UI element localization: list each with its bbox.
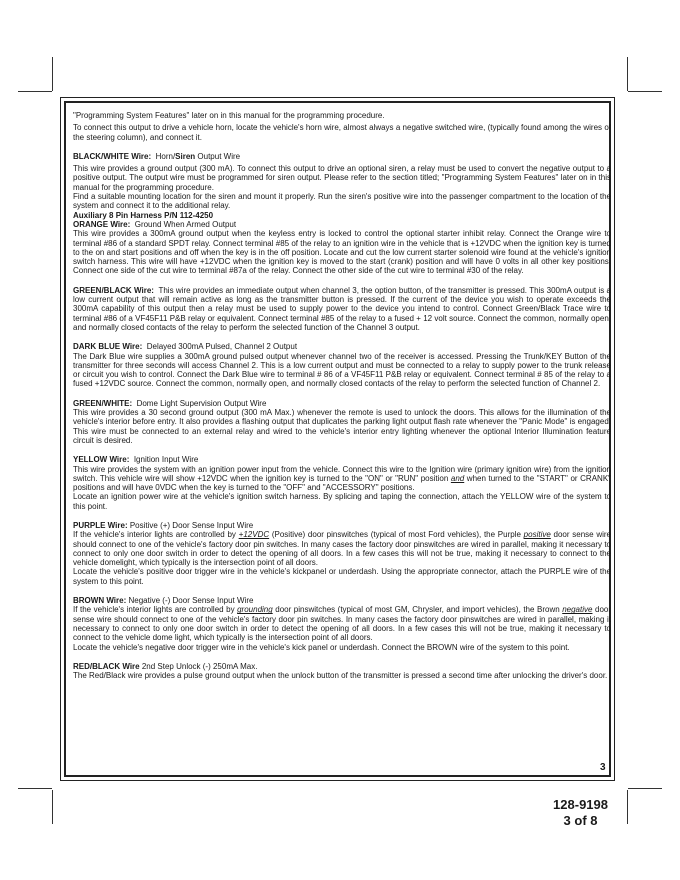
section-heading: RED/BLACK Wire 2nd Step Unlock (-) 250mA Max. xyxy=(73,661,258,671)
section-paragraph: If the vehicle's interior lights are controlled by grounding door pinswitches (typical of most GM, Chrysler, and import vehicles), the Brown negative door sense wire should connect to one of the vehicle's factory door pin switches. In many cases the factory door pinswitches are wired in parallel, making it necessary to connect to only one door switch in order to detect the opening of all doors. In a few cases this will not be true, making it necessary to connect to the vehicle dome light, which typically is the intersection point of all doors. xyxy=(73,605,611,643)
wire-name: ORANGE Wire: xyxy=(73,219,131,229)
section-heading: ORANGE Wire: Ground When Armed Output xyxy=(73,219,237,229)
harness-heading: Auxiliary 8 Pin Harness P/N 112-4250 xyxy=(73,210,214,220)
crop-mark xyxy=(18,91,52,92)
section-paragraph: This wire provides a 300mA ground output when the keyless entry is locked to control the optional starter inhibit relay. Connect the Orange wire to terminal #86 of a standard SPDT relay. Connect terminal #85 of the relay to an ignition wire in the vehicle that is +12VDC when the ignition key is turned to the on and start positions and off when the key is in the off position. Locate and cut the low current starter solenoid wire found at the vehicle's ignition switch harness. This wire will have +12VDC when the ignition key is moved to the start (crank) position and will have 0 volts in all other key positions. Connect one side of the cut wire to terminal #87a of the relay. Connect the other side of the cut wire to terminal #30 of the relay. xyxy=(73,229,611,276)
doc-number: 128-9198 xyxy=(553,797,608,812)
section-paragraph: Locate the vehicle's negative door trigger wire in the vehicle's kick panel or underdash. Connect the BROWN wire of the system to this point. xyxy=(73,642,570,652)
section-paragraph: This wire provides a ground output (300 mA). To connect this output to drive an optional siren, a relay must be used to convert the negative output to a positive output. The output wire must be programmed for siren output. Please refer to the section titled; "Programming System Features" later on in this manual for the programming procedure. xyxy=(73,164,611,192)
section-paragraph: The Red/Black wire provides a pulse ground output when the unlock button of the transmitter is pressed a second time after unlocking the driver's door. xyxy=(73,671,608,681)
section-heading: PURPLE Wire: Positive (+) Door Sense Input Wire xyxy=(73,520,254,530)
wire-name: YELLOW Wire: xyxy=(73,455,130,465)
wire-name: PURPLE Wire: xyxy=(73,520,128,530)
wire-name: BROWN Wire: xyxy=(73,596,127,606)
section-heading: BLACK/WHITE Wire: Horn/Siren Output Wire xyxy=(73,151,241,161)
section-paragraph: Locate the vehicle's positive door trigger wire in the vehicle's kickpanel or underdash. Using the appropriate connector, attach the PURPLE wire of the system to this point. xyxy=(73,567,611,586)
section-heading: BROWN Wire: Negative (-) Door Sense Input Wire xyxy=(73,596,254,606)
document-id xyxy=(553,797,608,829)
page-number: 3 xyxy=(600,762,606,773)
section-paragraph: This wire provides the system with an ignition power input from the vehicle. Connect this wire to the Ignition wire (primary ignition wire) from the ignition switch. This vehicle wire will show +12VDC when the ignition key is turned to the "ON" or "RUN" position and when turned to the "START" or CRANK" positions and will have 0VDC when the key is turned to the "OFF" and "ACCESSORY" positions. xyxy=(73,464,611,493)
intro-paragraph: "Programming System Features" later on in this manual for the programming procedure. xyxy=(73,111,385,120)
section-paragraph: The Dark Blue wire supplies a 300mA ground pulsed output whenever channel two of the receiver is accessed. Pressing the Trunk/KEY Button of the transmitter for three seconds will access Channel 2. This is a low current output and must be connected to a relay to supply power to the trunk release or circuit you wish to control. Connect the Dark Blue wire to terminal # 86 of a VF45F11 P&B relay or equivalent. Connect terminal # 85 of the relay to a fused +12VDC source. Connect the common, normally open, and normally closed contacts of the relay to perform the selected function of Channel 2. xyxy=(73,351,611,389)
crop-mark xyxy=(52,57,53,91)
wire-name: DARK BLUE Wire: xyxy=(73,342,143,352)
crop-mark xyxy=(18,788,52,789)
wire-name: GREEN/BLACK Wire: xyxy=(73,285,154,295)
wire-name: GREEN/WHITE: xyxy=(73,398,133,408)
section-paragraph: This wire provides a 30 second ground output (300 mA Max.) whenever the remote is used to unlock the doors. This allows for the illumination of the vehicle's interior before entry. It also provides a flashing output that duplicates the parking light output flash rate whenever the "Panic Mode" is engaged. This wire must be connected to an external relay and wired to the vehicle's interior entry lighting whenever the optional Interior Illumination feature circuit is desired. xyxy=(73,408,611,445)
crop-mark xyxy=(628,788,662,789)
crop-mark xyxy=(52,790,53,824)
section-heading: DARK BLUE Wire: Delayed 300mA Pulsed, Channel 2 Output xyxy=(73,342,298,352)
intro-paragraph: To connect this output to drive a vehicle horn, locate the vehicle's horn wire, almost always a negative switched wire, (typically found among the wires of the steering column), and connect it. xyxy=(73,123,611,142)
crop-mark xyxy=(627,790,628,824)
page-of-count: 3 of 8 xyxy=(563,813,598,828)
wire-name: BLACK/WHITE Wire: xyxy=(73,151,152,161)
section-paragraph: Locate an ignition power wire at the vehicle's ignition switch harness. By splicing and taping the connection, attach the YELLOW wire of the system to this point. xyxy=(73,492,611,511)
section-paragraph: If the vehicle's interior lights are controlled by +12VDC (Positive) door pinswitches (typical of most Ford vehicles), the Purple positive door sense wire should connect to one of the vehicle's factory door pin switches. In many cases the factory door pinswitches are wired in parallel, making it necessary to connect to only one door switch in order to detect the opening of all doors. In a few cases this will not be true, making it necessary to connect to the vehicle domelight, which typically is the intersection point of all doors. xyxy=(73,530,612,568)
section-paragraph: GREEN/BLACK Wire: This wire provides an immediate output when channel 3, the option button, of the transmitter is pressed. This 300mA output is a low current output that will remain active as long as the transmitter button is pressed. If the current of the device you wish to operate exceeds the 300mA capability of this output then a relay must be used to supply power to the device you intend to control. Connect Green/Black Trace wire to terminal #86 of a VF45F11 P&B relay or equivalent. Connect terminal #85 of the relay to a fused + 12 volt source. Connect the common, normally open, and normally closed contacts of the relay to perform the selected function of the Channel 3 output. xyxy=(73,285,611,332)
wire-name: RED/BLACK Wire xyxy=(73,661,140,671)
section-heading: YELLOW Wire: Ignition Input Wire xyxy=(73,455,199,465)
crop-mark xyxy=(628,91,662,92)
section-heading: GREEN/WHITE: Dome Light Supervision Output Wire xyxy=(73,398,267,408)
section-paragraph: Find a suitable mounting location for the siren and mount it properly. Run the siren's positive wire into the passenger compartment to the location of the system and connect it to the additional relay. xyxy=(73,192,611,211)
crop-mark xyxy=(627,57,628,91)
document-body xyxy=(73,111,611,680)
